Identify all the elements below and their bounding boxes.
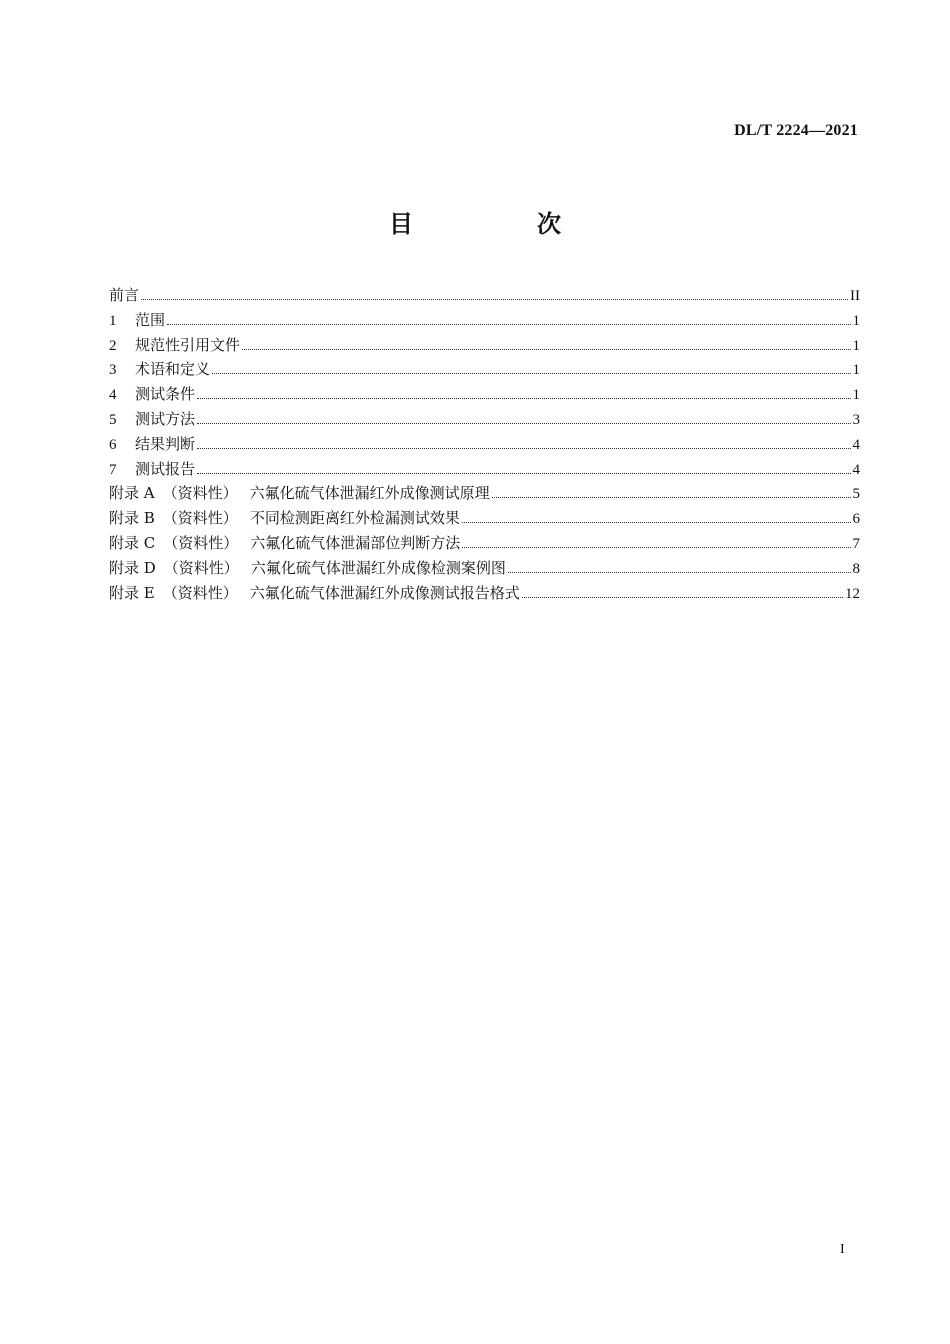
appendix-kind: （资料性） — [162, 484, 238, 503]
toc-entry-label: 规范性引用文件 — [135, 335, 241, 354]
dot-leader — [197, 447, 850, 449]
toc-entry-number: 5 — [109, 411, 117, 428]
appendix-prefix: 附录 A — [109, 484, 155, 503]
toc-entry-foreword[interactable] — [109, 284, 860, 309]
appendix-kind: （资料性） — [162, 509, 238, 528]
toc-entry-label: 术语和定义 — [135, 360, 211, 379]
toc-entry-4[interactable] — [109, 383, 860, 408]
toc-entry-page: 3 — [852, 411, 860, 428]
appendix-kind: （资料性） — [162, 583, 238, 602]
toc-entry-label — [109, 507, 460, 529]
toc-entry-page: II — [850, 288, 860, 304]
appendix-title: 六氟化硫气体泄漏红外成像检测案例图 — [250, 558, 506, 577]
toc-entry-page: 1 — [852, 312, 860, 329]
toc-entry-number: 1 — [109, 312, 117, 329]
toc-entry-page: 7 — [852, 535, 860, 552]
appendix-prefix: 附录 B — [109, 509, 155, 528]
toc-entry-appendix-d[interactable] — [109, 557, 860, 582]
toc-entry-number: 3 — [109, 362, 117, 379]
appendix-title: 不同检测距离红外检漏测试效果 — [249, 509, 460, 528]
toc-entry-number: 2 — [109, 337, 117, 354]
toc-entry-page: 4 — [852, 436, 860, 453]
toc-entry-7[interactable] — [109, 458, 860, 483]
appendix-title: 六氟化硫气体泄漏红外成像测试报告格式 — [249, 583, 520, 602]
toc-entry-label: 测试报告 — [135, 459, 196, 478]
dot-leader — [197, 472, 850, 474]
toc-entry-page: 1 — [852, 387, 860, 404]
toc-entry-label — [109, 582, 520, 604]
toc-entry-page: 12 — [845, 585, 860, 602]
appendix-title: 六氟化硫气体泄漏部位判断方法 — [250, 533, 461, 552]
toc-entry-3[interactable] — [109, 358, 860, 383]
dot-leader — [141, 298, 848, 300]
toc-entry-label: 前言 — [109, 286, 140, 304]
appendix-prefix: 附录 E — [109, 583, 155, 602]
toc-entry-number: 4 — [109, 387, 117, 404]
toc-entry-label: 范围 — [135, 310, 166, 329]
dot-leader — [242, 348, 850, 350]
dot-leader — [167, 323, 850, 325]
toc-entry-label: 结果判断 — [135, 434, 196, 453]
toc-entry-label: 测试方法 — [135, 409, 196, 428]
page-title: 目 次 — [389, 210, 611, 238]
dot-leader — [197, 397, 850, 399]
appendix-kind: （资料性） — [163, 558, 239, 577]
toc-entry-appendix-e[interactable] — [109, 582, 860, 607]
dot-leader — [492, 496, 851, 498]
toc-entry-number: 6 — [109, 436, 117, 453]
toc-entry-label — [109, 532, 460, 554]
toc-entry-number: 7 — [109, 461, 117, 478]
dot-leader — [522, 596, 843, 598]
appendix-title: 六氟化硫气体泄漏红外成像测试原理 — [249, 484, 490, 503]
toc-entry-page: 1 — [852, 337, 860, 354]
toc-entry-1[interactable] — [109, 309, 860, 334]
toc-entry-5[interactable] — [109, 408, 860, 433]
toc-entry-page: 5 — [852, 486, 860, 503]
appendix-kind: （资料性） — [163, 533, 239, 552]
dot-leader — [508, 571, 851, 573]
standard-number: DL/T 2224—2021 — [734, 122, 858, 139]
toc-entry-appendix-a[interactable] — [109, 482, 860, 507]
toc-entry-page: 8 — [852, 560, 860, 577]
toc-entry-label — [109, 482, 490, 504]
table-of-contents — [109, 284, 860, 606]
dot-leader — [462, 521, 851, 523]
toc-entry-page: 6 — [852, 511, 860, 528]
page-number: I — [840, 1242, 845, 1257]
dot-leader — [197, 422, 850, 424]
toc-entry-page: 4 — [852, 461, 860, 478]
toc-entry-appendix-c[interactable] — [109, 532, 860, 557]
dot-leader — [462, 546, 850, 548]
toc-entry-label: 测试条件 — [135, 385, 196, 404]
toc-entry-label — [109, 557, 506, 579]
appendix-prefix: 附录 C — [109, 533, 156, 552]
toc-entry-6[interactable] — [109, 433, 860, 458]
toc-entry-2[interactable] — [109, 334, 860, 359]
toc-entry-page: 1 — [852, 362, 860, 379]
dot-leader — [212, 372, 850, 374]
appendix-prefix: 附录 D — [109, 558, 156, 577]
toc-entry-appendix-b[interactable] — [109, 507, 860, 532]
